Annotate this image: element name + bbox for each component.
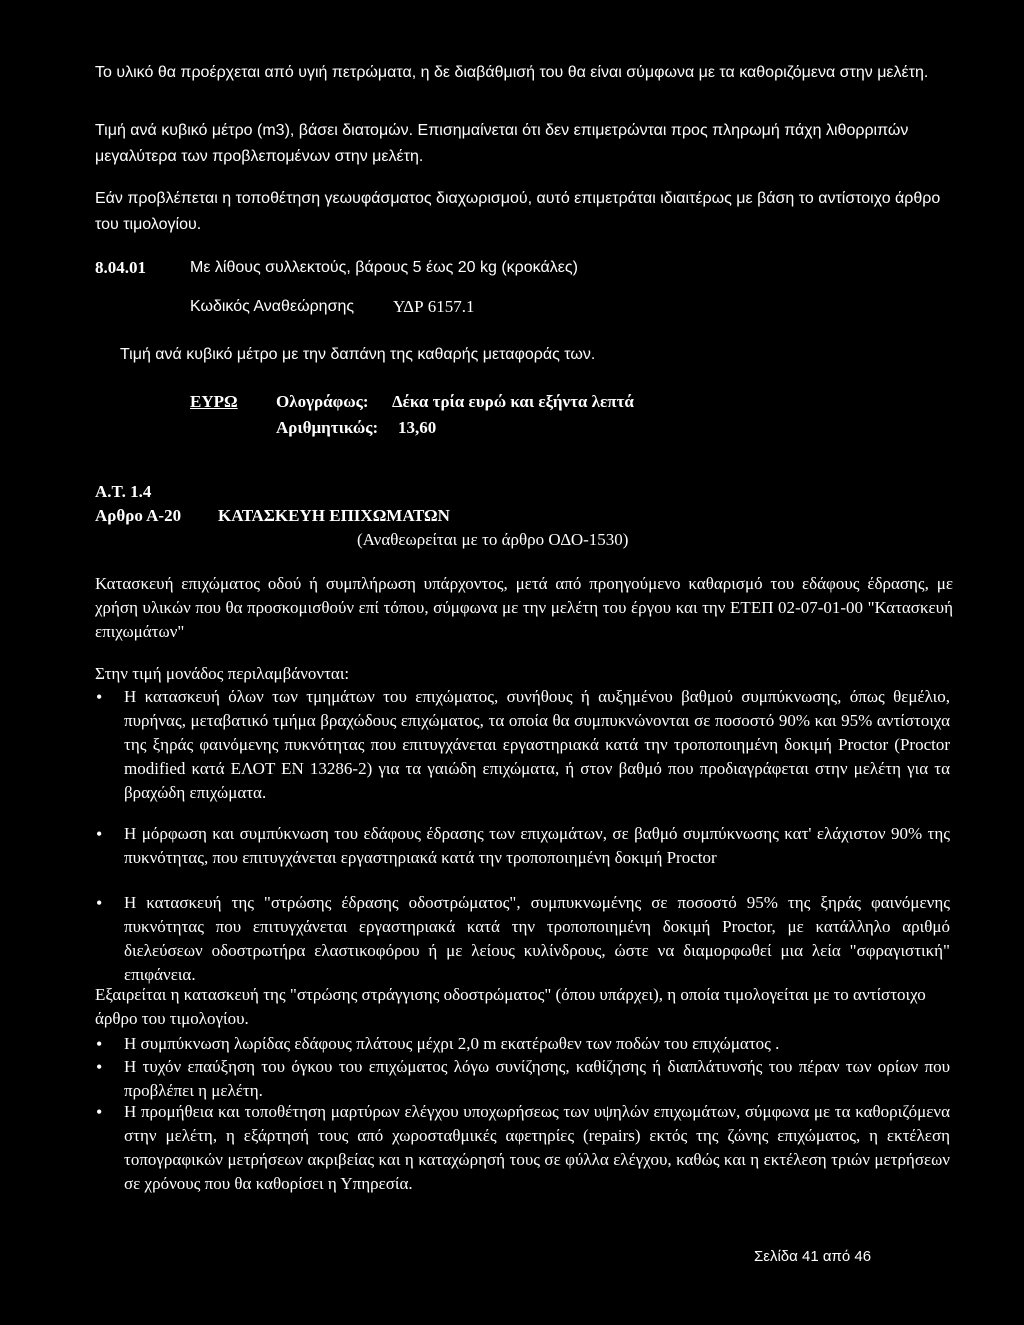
intro-paragraph-3: Εάν προβλέπεται η τοποθέτηση γεωυφάσματος διαχωρισμού, αυτό επιμετράται ιδιαιτέρως με βάση το αντίστοιχο άρθρο του τιμολογίου. — [95, 190, 941, 233]
words-value: Δέκα τρία ευρώ και εξήντα λεπτά — [392, 392, 634, 411]
list-item: Η μόρφωση και συμπύκνωση του εδάφους έδρασης των επιχωμάτων, σε βαθμό συμπύκνωσης κατ' ελάχιστον 90% της πυκνότητας, που επιτυγχάνεται εργαστηριακά κατά την τροποποιημένη δοκιμή Proctor — [124, 824, 950, 867]
item-code: 8.04.01 — [95, 258, 146, 277]
item-title: Με λίθους συλλεκτούς, βάρους 5 έως 20 kg (κροκάλες) — [190, 259, 578, 276]
revision-code: ΥΔΡ 6157.1 — [393, 297, 475, 316]
numeric-value: 13,60 — [398, 418, 437, 437]
article-title: ΚΑΤΑΣΚΕΥΗ ΕΠΙΧΩΜΑΤΩΝ — [218, 506, 450, 525]
currency-label: ΕΥΡΩ — [190, 392, 238, 411]
exclusion-text: Εξαιρείται η κατασκευή της "στρώσης στράγγισης οδοστρώματος" (όπου υπάρχει), η οποία τιμολογείται με το αντίστοιχο άρθρο του τιμολογίου. — [95, 985, 926, 1028]
list-item: Η κατασκευή όλων των τμημάτων του επιχώματος, συνήθους ή αυξημένου βαθμού συμπύκνωσης, όπως θεμέλιο, πυρήνας, μεταβατικό τμήμα βραχώδους επιχώματος, τα οποία θα συμπυκνώνονται σε ποσοστό 90% και 95% αντίστοιχα της ξηράς φαινόμενης πυκνότητας που επιτυγχάνεται εργαστηριακά κατά την τροποποιημένη δοκιμή Proctor (Proctor modified κατά ΕΛΟΤ ΕΝ 13286-2) για τα γαιώδη επιχώματα, ή στον βαθμό που προδιαγράφεται στην μελέτη για τα βραχώδη επιχώματα. — [124, 687, 950, 802]
article-revision: (Αναθεωρείται με το άρθρο ΟΔΟ-1530) — [357, 530, 629, 549]
list-item: Η προμήθεια και τοποθέτηση μαρτύρων ελέγχου υποχωρήσεως των υψηλών επιχωμάτων, σύμφωνα με τα καθοριζόμενα στην μελέτη, η εξάρτησή τους από χωροσταθμικές αφετηρίες (repairs) εκτός της ζώνης επιχώματος, η εκτέλεση τοπογραφικών μετρήσεων ακριβείας και η καταχώρησή τους σε φύλλα ελέγχου, καθώς και η εκτέλεση τριών μετρήσεων σε χρόνους που θα καθορίσει η Υπηρεσία. — [124, 1102, 950, 1193]
bullet-icon: • — [96, 824, 103, 844]
intro-paragraph-1: Το υλικό θα προέρχεται από υγιή πετρώματα, η δε διαβάθμισή του θα είναι σύμφωνα με τα καθοριζόμενα στην μελέτη. — [95, 64, 929, 81]
list-item: Η κατασκευή της "στρώσης έδρασης οδοστρώματος", συμπυκνωμένης σε ποσοστό 95% της ξηράς φαινόμενης πυκνότητας που επιτυγχάνεται εργαστηριακά κατά την τροποποιημένη δοκιμή Proctor, με κατάλληλο αριθμό διελεύσεων οδοστρωτήρα ελαστικοφόρου ή με λείους κυλίνδρους, ώστε να διαμορφωθεί μια λεία "σφραγιστική" επιφάνεια. — [124, 893, 950, 984]
article-label: Αρθρο Α-20 — [95, 506, 182, 525]
page-number: Σελίδα 41 από 46 — [754, 1248, 872, 1265]
price-note: Τιμή ανά κυβικό μέτρο με την δαπάνη της καθαρής μεταφοράς των. — [120, 346, 596, 363]
numeric-label: Αριθμητικώς: — [276, 418, 379, 437]
article-description — [95, 572, 953, 644]
exclusion-paragraph — [95, 983, 953, 1031]
words-label: Ολογράφως: — [276, 392, 369, 411]
article-at-code: Α.Τ. 1.4 — [95, 482, 152, 501]
bullet-icon: • — [96, 1102, 103, 1122]
article-description-text: Κατασκευή επιχώματος οδού ή συμπλήρωση υπάρχοντος, μετά από προηγούμενο καθαρισμό του εδάφους έδρασης, με χρήση υλικών που θα προσκομισθούν επί τόπου, σύμφωνα με την μελέτη του έργου και την ΕΤΕΠ 02-07-01-00 "Κατασκευή επιχωμάτων" — [95, 574, 953, 641]
includes-heading: Στην τιμή μονάδος περιλαμβάνονται: — [95, 664, 350, 683]
list-item: Η συμπύκνωση λωρίδας εδάφους πλάτους μέχρι 2,0 m εκατέρωθεν των ποδών του επιχώματος . — [124, 1034, 780, 1053]
bullet-icon: • — [96, 1057, 103, 1077]
bullet-icon: • — [96, 687, 103, 707]
revision-label: Κωδικός Αναθεώρησης — [190, 298, 355, 315]
intro-paragraph-2: Τιμή ανά κυβικό μέτρο (m3), βάσει διατομών. Επισημαίνεται ότι δεν επιμετρώνται προς πληρωμή πάχη λιθορριπών μεγαλύτερα των προβλεπομένων στην μελέτη. — [95, 122, 909, 165]
list-item: Η τυχόν επαύξηση του όγκου του επιχώματος λόγω συνίζησης, καθίζησης ή διαπλάτυνσής του πέραν των ορίων που προβλέπει η μελέτη. — [124, 1057, 950, 1100]
bullet-icon: • — [96, 1034, 103, 1054]
bullet-icon: • — [96, 893, 103, 913]
